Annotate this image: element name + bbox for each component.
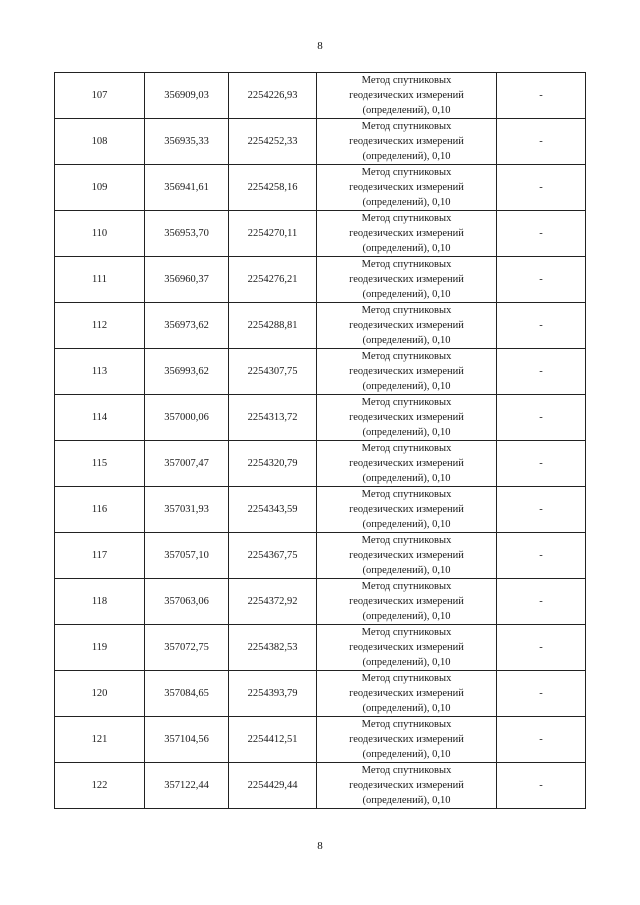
x-coordinate-cell: 357057,10 [145,533,229,579]
table-row [55,119,586,165]
method-line: Метод спутниковых [361,397,452,408]
x-coordinate-cell: 357000,06 [145,395,229,441]
table-row [55,349,586,395]
method-line: геодезических измерений [349,504,464,515]
method-line: Метод спутниковых [361,627,452,638]
method-line: Метод спутниковых [361,259,452,270]
table-row [55,257,586,303]
coordinates-table-body [55,73,586,809]
note-cell: - [497,717,586,763]
method-line: Метод спутниковых [361,305,452,316]
table-row [55,487,586,533]
y-coordinate-cell: 2254288,81 [229,303,317,349]
method-line: геодезических измерений [349,596,464,607]
method-line: Метод спутниковых [361,765,452,776]
method-line: геодезических измерений [349,780,464,791]
x-coordinate-cell: 357072,75 [145,625,229,671]
table-row [55,395,586,441]
method-line: геодезических измерений [349,182,464,193]
note-cell: - [497,487,586,533]
method-cell [317,533,497,579]
method-cell [317,165,497,211]
method-line: Метод спутниковых [361,489,452,500]
x-coordinate-cell: 356993,62 [145,349,229,395]
table-row [55,211,586,257]
table-row [55,441,586,487]
x-coordinate-cell: 357063,06 [145,579,229,625]
method-line: геодезических измерений [349,366,464,377]
y-coordinate-cell: 2254412,51 [229,717,317,763]
method-line: геодезических измерений [349,412,464,423]
point-number-cell: 120 [55,671,145,717]
point-number-cell: 114 [55,395,145,441]
table-row [55,165,586,211]
method-line: геодезических измерений [349,90,464,101]
method-line: геодезических измерений [349,734,464,745]
y-coordinate-cell: 2254270,11 [229,211,317,257]
note-cell: - [497,395,586,441]
method-cell [317,487,497,533]
x-coordinate-cell: 356960,37 [145,257,229,303]
x-coordinate-cell: 357084,65 [145,671,229,717]
point-number-cell: 110 [55,211,145,257]
y-coordinate-cell: 2254252,33 [229,119,317,165]
x-coordinate-cell: 357104,56 [145,717,229,763]
method-cell [317,579,497,625]
method-cell [317,441,497,487]
y-coordinate-cell: 2254226,93 [229,73,317,119]
method-line: (определений), 0,10 [362,749,451,760]
y-coordinate-cell: 2254307,75 [229,349,317,395]
note-cell: - [497,73,586,119]
point-number-cell: 118 [55,579,145,625]
method-line: Метод спутниковых [361,673,452,684]
method-line: (определений), 0,10 [362,381,451,392]
note-cell: - [497,441,586,487]
method-cell [317,671,497,717]
note-cell: - [497,763,586,809]
point-number-cell: 112 [55,303,145,349]
y-coordinate-cell: 2254276,21 [229,257,317,303]
method-line: (определений), 0,10 [362,703,451,714]
point-number-cell: 108 [55,119,145,165]
method-cell [317,717,497,763]
method-cell [317,119,497,165]
point-number-cell: 116 [55,487,145,533]
method-line: Метод спутниковых [361,581,452,592]
y-coordinate-cell: 2254372,92 [229,579,317,625]
point-number-cell: 117 [55,533,145,579]
method-cell [317,625,497,671]
note-cell: - [497,349,586,395]
method-line: Метод спутниковых [361,167,452,178]
point-number-cell: 109 [55,165,145,211]
method-line: (определений), 0,10 [362,289,451,300]
x-coordinate-cell: 356953,70 [145,211,229,257]
method-line: (определений), 0,10 [362,611,451,622]
y-coordinate-cell: 2254367,75 [229,533,317,579]
note-cell: - [497,671,586,717]
y-coordinate-cell: 2254382,53 [229,625,317,671]
method-line: геодезических измерений [349,274,464,285]
method-line: (определений), 0,10 [362,151,451,162]
table-row [55,579,586,625]
y-coordinate-cell: 2254429,44 [229,763,317,809]
table-row [55,717,586,763]
method-cell [317,763,497,809]
method-line: геодезических измерений [349,136,464,147]
point-number-cell: 107 [55,73,145,119]
method-cell [317,211,497,257]
table-row [55,73,586,119]
coordinates-table [54,72,586,809]
method-line: (определений), 0,10 [362,243,451,254]
method-line: (определений), 0,10 [362,105,451,116]
y-coordinate-cell: 2254258,16 [229,165,317,211]
table-row [55,625,586,671]
y-coordinate-cell: 2254320,79 [229,441,317,487]
method-line: (определений), 0,10 [362,473,451,484]
point-number-cell: 111 [55,257,145,303]
method-cell [317,303,497,349]
note-cell: - [497,579,586,625]
note-cell: - [497,533,586,579]
method-line: (определений), 0,10 [362,795,451,806]
y-coordinate-cell: 2254313,72 [229,395,317,441]
method-line: Метод спутниковых [361,443,452,454]
method-line: (определений), 0,10 [362,197,451,208]
point-number-cell: 121 [55,717,145,763]
x-coordinate-cell: 356941,61 [145,165,229,211]
method-line: геодезических измерений [349,642,464,653]
method-line: геодезических измерений [349,688,464,699]
method-cell [317,395,497,441]
method-cell [317,73,497,119]
x-coordinate-cell: 357031,93 [145,487,229,533]
method-line: (определений), 0,10 [362,519,451,530]
x-coordinate-cell: 356973,62 [145,303,229,349]
note-cell: - [497,625,586,671]
note-cell: - [497,119,586,165]
x-coordinate-cell: 357007,47 [145,441,229,487]
x-coordinate-cell: 356935,33 [145,119,229,165]
method-line: Метод спутниковых [361,121,452,132]
x-coordinate-cell: 357122,44 [145,763,229,809]
page-number-top: 8 [317,40,323,52]
page-number-bottom: 8 [317,840,323,852]
method-cell [317,257,497,303]
method-line: Метод спутниковых [361,719,452,730]
method-line: геодезических измерений [349,320,464,331]
table-row [55,671,586,717]
method-line: Метод спутниковых [361,213,452,224]
method-line: (определений), 0,10 [362,427,451,438]
table-row [55,763,586,809]
x-coordinate-cell: 356909,03 [145,73,229,119]
point-number-cell: 113 [55,349,145,395]
table-row [55,533,586,579]
note-cell: - [497,303,586,349]
method-line: Метод спутниковых [361,75,452,86]
method-line: геодезических измерений [349,458,464,469]
table-row [55,303,586,349]
point-number-cell: 119 [55,625,145,671]
method-line: (определений), 0,10 [362,565,451,576]
method-line: Метод спутниковых [361,351,452,362]
method-line: геодезических измерений [349,228,464,239]
point-number-cell: 122 [55,763,145,809]
method-cell [317,349,497,395]
method-line: (определений), 0,10 [362,335,451,346]
y-coordinate-cell: 2254343,59 [229,487,317,533]
point-number-cell: 115 [55,441,145,487]
note-cell: - [497,211,586,257]
y-coordinate-cell: 2254393,79 [229,671,317,717]
note-cell: - [497,165,586,211]
note-cell: - [497,257,586,303]
method-line: (определений), 0,10 [362,657,451,668]
method-line: Метод спутниковых [361,535,452,546]
method-line: геодезических измерений [349,550,464,561]
